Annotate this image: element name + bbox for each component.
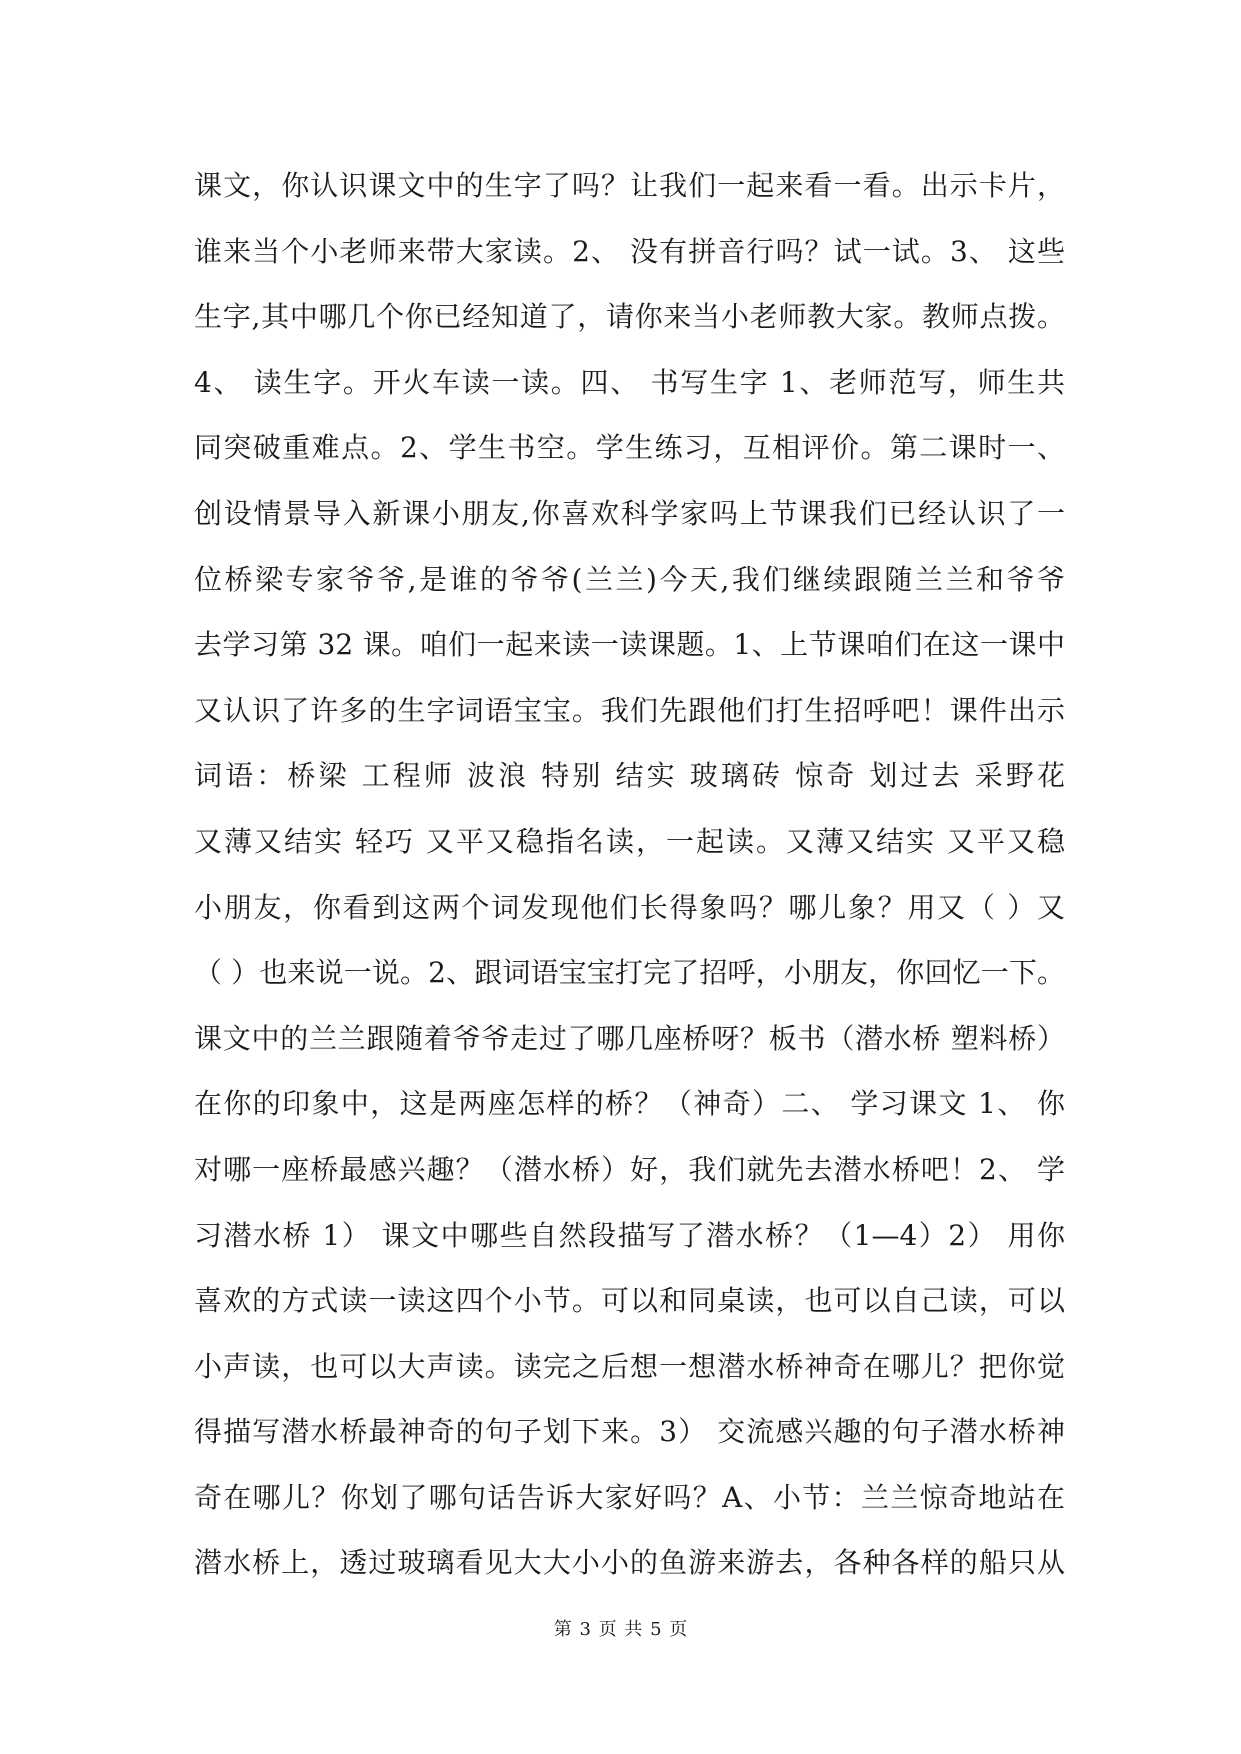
text-line: 潜水桥上，透过玻璃看见大大小小的鱼游来游去，各种各样的船只从	[194, 1546, 1065, 1580]
text-line: 得描写潜水桥最神奇的句子划下来。3） 交流感兴趣的句子潜水桥神	[194, 1415, 1065, 1449]
text-line: 小朋友，你看到这两个词发现他们长得象吗？哪儿象？用又（ ）又	[194, 890, 1065, 924]
text-line: 生字,其中哪几个你已经知道了，请你来当小老师教大家。教师点拨。	[194, 300, 1065, 334]
text-line: 奇在哪儿？你划了哪句话告诉大家好吗？A、小节：兰兰惊奇地站在	[194, 1480, 1065, 1514]
text-line: 习潜水桥 1） 课文中哪些自然段描写了潜水桥？（1—4）2） 用你	[194, 1218, 1065, 1252]
text-line: 对哪一座桥最感兴趣？（潜水桥）好，我们就先去潜水桥吧！2、 学	[194, 1152, 1065, 1186]
body-text	[194, 153, 1065, 1596]
text-line: 又认识了许多的生字词语宝宝。我们先跟他们打生招呼吧！课件出示	[194, 693, 1065, 727]
text-line: 在你的印象中，这是两座怎样的桥？（神奇）二、 学习课文 1、 你	[194, 1087, 1065, 1121]
text-line: 课文中的兰兰跟随着爷爷走过了哪几座桥呀？板书（潜水桥 塑料桥）	[194, 1021, 1065, 1055]
text-line: 又薄又结实 轻巧 又平又稳指名读，一起读。又薄又结实 又平又稳	[194, 824, 1065, 858]
page-number-footer: 第 3 页 共 5 页	[553, 1619, 688, 1640]
text-line: 喜欢的方式读一读这四个小节。可以和同桌读，也可以自己读，可以	[194, 1284, 1065, 1318]
text-line: 去学习第 32 课。咱们一起来读一读课题。1、上节课咱们在这一课中	[194, 628, 1065, 662]
text-line: 创设情景导入新课小朋友,你喜欢科学家吗上节课我们已经认识了一	[194, 496, 1065, 530]
text-line: 同突破重难点。2、学生书空。学生练习，互相评价。第二课时一、	[194, 431, 1065, 465]
text-line: 课文，你认识课文中的生字了吗？让我们一起来看一看。出示卡片，	[194, 169, 1065, 202]
text-line: 谁来当个小老师来带大家读。2、 没有拼音行吗？试一试。3、 这些	[194, 234, 1065, 268]
text-line: 小声读，也可以大声读。读完之后想一想潜水桥神奇在哪儿？把你觉	[194, 1349, 1065, 1383]
text-line: （ ）也来说一说。2、跟词语宝宝打完了招呼，小朋友，你回忆一下。	[194, 956, 1065, 990]
text-line: 4、 读生字。开火车读一读。四、 书写生字 1、老师范写，师生共	[194, 365, 1065, 399]
text-line: 词语：桥梁 工程师 波浪 特别 结实 玻璃砖 惊奇 划过去 采野花	[194, 759, 1065, 793]
text-line: 位桥梁专家爷爷,是谁的爷爷(兰兰)今天,我们继续跟随兰兰和爷爷	[194, 562, 1065, 596]
